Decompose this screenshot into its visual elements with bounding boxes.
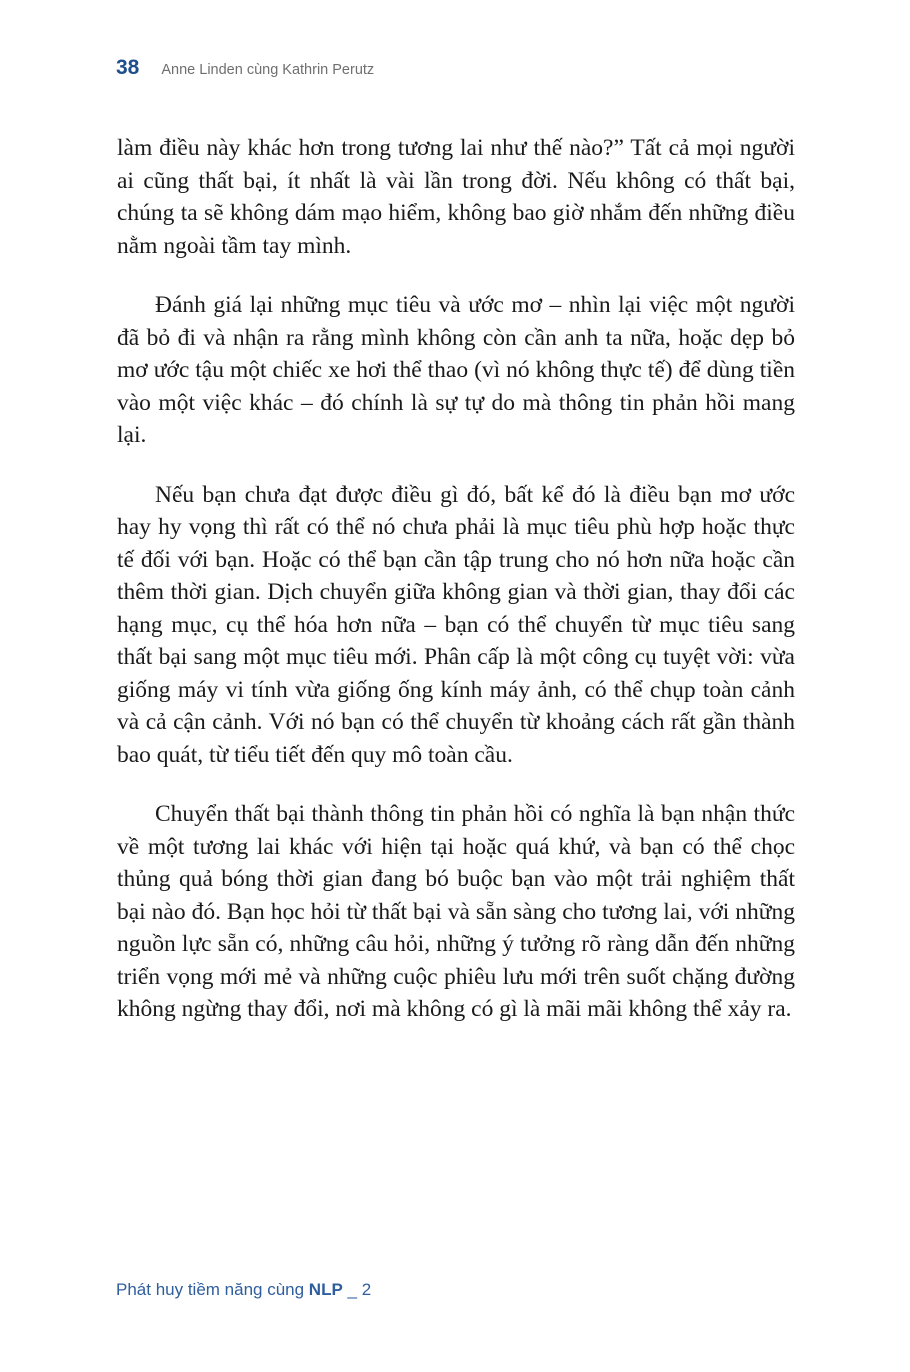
page-header — [116, 56, 374, 80]
page-number: 38 — [116, 56, 140, 79]
paragraph-3: Nếu bạn chưa đạt được điều gì đó, bất kể đó là điều bạn mơ ước hay hy vọng thì rất có thể nó chưa phải là mục tiêu phù hợp hoặc thực tế đối với bạn. Hoặc có thể bạn cần tập trung cho nó hơn nữa hoặc cần thêm thời gian. Dịch chuyển giữa không gian và thời gian, thay đổi các hạng mục, cụ thể hóa hơn nữa – bạn có thể chuyển từ mục tiêu sang thất bại sang một mục tiêu mới. Phân cấp là một công cụ tuyệt vời: vừa giống máy vi tính vừa giống ống kính máy ảnh, có thể chụp toàn cảnh và cả cận cảnh. Với nó bạn có thể chuyển từ khoảng cách rất gần thành bao quát, từ tiểu tiết đến quy mô toàn cầu. — [117, 481, 795, 768]
page-footer — [116, 1280, 371, 1300]
body-text — [117, 132, 795, 1053]
paragraph-1: làm điều này khác hơn trong tương lai như thế nào?” Tất cả mọi người ai cũng thất bại, ít nhất là vài lần trong đời. Nếu không có thất bại, chúng ta sẽ không dám mạo hiểm, không bao giờ nhắm đến những điều nằm ngoài tầm tay mình. — [117, 135, 795, 259]
footer-volume: _ 2 — [342, 1280, 372, 1299]
footer-series-bold: NLP — [308, 1280, 343, 1299]
paragraph-4: Chuyển thất bại thành thông tin phản hồi có nghĩa là bạn nhận thức về một tương lai khác với hiện tại hoặc quá khứ, và bạn có thể chọc thủng quả bóng thời gian đang bó buộc bạn vào một trải nghiệm thất bại nào đó. Bạn học hỏi từ thất bại và sẵn sàng cho tương lai, với những nguồn lực sẵn có, những câu hỏi, những ý tưởng rõ ràng dẫn đến những triển vọng mới mẻ và những cuộc phiêu lưu mới trên suốt chặng đường không ngừng thay đổi, nơi mà không có gì là mãi mãi không thể xảy ra. — [117, 801, 795, 1022]
paragraph-2: Đánh giá lại những mục tiêu và ước mơ – nhìn lại việc một người đã bỏ đi và nhận ra rằng mình không còn cần anh ta nữa, hoặc dẹp bỏ mơ ước tậu một chiếc xe hơi thể thao (vì nó không thực tế) để dùng tiền vào một việc khác – đó chính là sự tự do mà thông tin phản hồi mang lại. — [117, 292, 795, 448]
running-head: Anne Linden cùng Kathrin Perutz — [161, 62, 375, 78]
footer-series-title: Phát huy tiềm năng cùng — [116, 1280, 309, 1299]
